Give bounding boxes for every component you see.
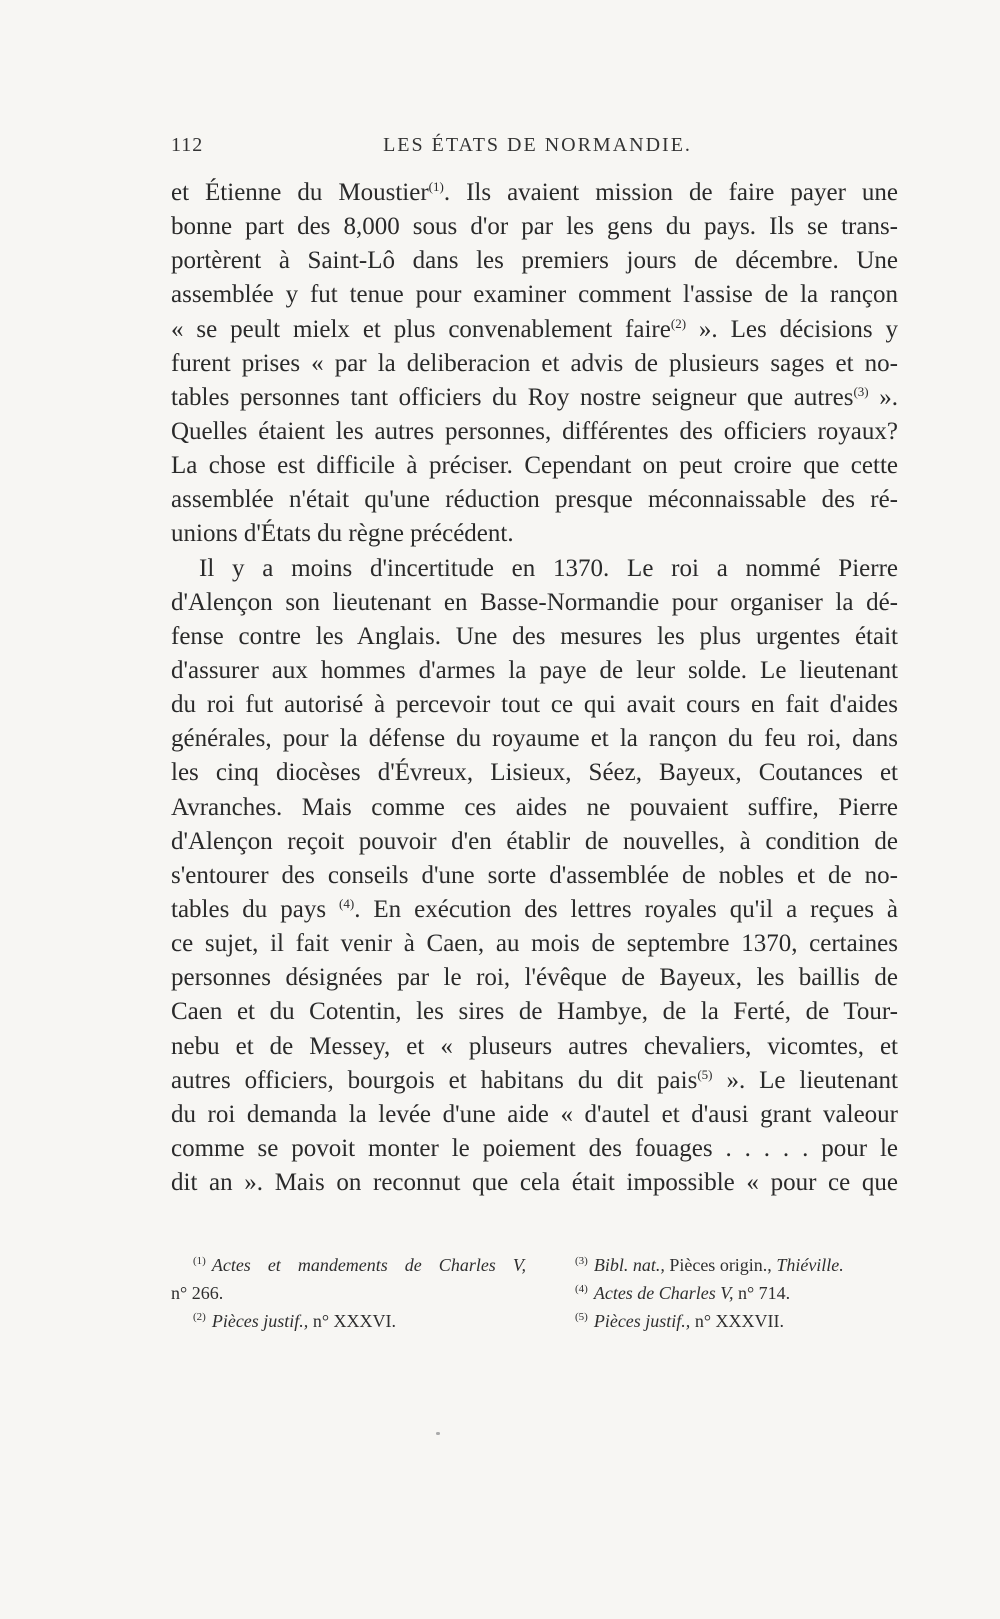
footnote-5: $^{(5)}$ Pièces justif., n° XXXVII. xyxy=(575,1311,784,1331)
text-line: s'entourer des conseils d'une sorte d'assemblée de nobles et de no- xyxy=(171,861,898,889)
text-line: nebu et de Messey, et « pluseurs autres chevaliers, vicomtes, et xyxy=(171,1032,898,1060)
footnote-ref[interactable]: (2) xyxy=(670,315,687,331)
footnotes-right-column xyxy=(575,1252,905,1336)
text-line: furent prises « par la deliberacion et advis de plusieurs sages et no- xyxy=(171,349,898,377)
paragraph-start-line: Il y a moins d'incertitude en 1370. Le roi a nommé Pierre xyxy=(199,554,898,582)
text-line: d'assurer aux hommes d'armes la paye de leur solde. Le lieutenant xyxy=(171,656,898,684)
text-line: autres officiers, bourgois et habitans du dit pais$^{(5)}$ ». Le lieutenant xyxy=(171,1066,898,1094)
text-line: unions d'États du règne précédent. xyxy=(171,520,514,548)
text-line: tables personnes tant officiers du Roy nostre seigneur que autres$^{(3)}$ ». xyxy=(171,383,898,411)
footnote-ref[interactable]: (1) xyxy=(428,179,444,194)
footnote-ref[interactable]: (3) xyxy=(853,383,869,399)
text-line: bonne part des 8,000 sous d'or par les gens du pays. Ils se trans- xyxy=(171,213,898,241)
text-line: fense contre les Anglais. Une des mesures les plus urgentes était xyxy=(171,622,898,650)
text-line: portèrent à Saint-Lô dans les premiers jours de décembre. Une xyxy=(171,247,898,275)
footnote-1: $^{(1)}$ Actes et mandements de Charles V, xyxy=(193,1255,526,1275)
text-line: générales, pour la défense du royaume et la rançon du feu roi, dans xyxy=(171,725,898,753)
text-line: comme se povoit monter le poiement des fouages . . . . . pour le xyxy=(171,1134,898,1162)
text-line: assemblée y fut tenue pour examiner comment l'assise de la rançon xyxy=(171,281,898,309)
text-line: « se peult mielx et plus convenablement faire$^{(2)}$ ». Les décisions y xyxy=(171,315,898,343)
footnote-ref[interactable]: (5) xyxy=(697,1066,713,1082)
text-line: ce sujet, il fait venir à Caen, au mois de septembre 1370, certaines xyxy=(171,930,898,958)
running-title: LES ÉTATS DE NORMANDIE. xyxy=(383,134,692,156)
text-line: et Étienne du Moustier$^{(1)}$. Ils avaient mission de faire payer une xyxy=(171,179,898,206)
text-line: d'Alençon reçoit pouvoir d'en établir de nouvelles, à condition de xyxy=(171,827,898,855)
text-line: tables du pays $^{(4)}$. En exécution des lettres royales qu'il a reçues à xyxy=(171,895,898,923)
text-line: du roi demanda la levée d'une aide « d'autel et d'ausi grant valeour xyxy=(171,1100,898,1128)
text-line: assemblée n'était qu'une réduction presque méconnaissable des ré- xyxy=(171,486,898,514)
text-line: Quelles étaient les autres personnes, différentes des officiers royaux? xyxy=(171,417,898,445)
paper-speck xyxy=(436,1432,440,1435)
text-line: Caen et du Cotentin, les sires de Hambye, de la Ferté, de Tour- xyxy=(171,998,898,1026)
footnote-ref[interactable]: (4) xyxy=(339,895,355,911)
text-line: dit an ». Mais on reconnut que cela était impossible « pour ce que xyxy=(171,1169,898,1197)
footnote-2: $^{(2)}$ Pièces justif., n° XXXVI. xyxy=(193,1311,397,1331)
page-number: 112 xyxy=(171,134,204,156)
text-line: Avranches. Mais comme ces aides ne pouvaient suffire, Pierre xyxy=(171,793,898,821)
text-line: La chose est difficile à préciser. Cependant on peut croire que cette xyxy=(171,452,898,480)
footnote-1-continuation: n° 266. xyxy=(171,1283,224,1303)
text-line: les cinq diocèses d'Évreux, Lisieux, Séez, Bayeux, Coutances et xyxy=(171,759,898,787)
text-line: d'Alençon son lieutenant en Basse-Normandie pour organiser la dé- xyxy=(171,588,898,616)
body-text xyxy=(171,176,898,1200)
text-line: personnes désignées par le roi, l'évêque de Bayeux, les baillis de xyxy=(171,964,898,992)
text-line: du roi fut autorisé à percevoir tout ce qui avait cours en fait d'aides xyxy=(171,691,898,719)
running-header xyxy=(171,128,904,164)
footnote-3: $^{(3)}$ Bibl. nat., Pièces origin., Thiéville. xyxy=(575,1255,844,1275)
footnote-4: $^{(4)}$ Actes de Charles V, n° 714. xyxy=(575,1283,791,1303)
footnotes-left-column xyxy=(171,1252,526,1336)
